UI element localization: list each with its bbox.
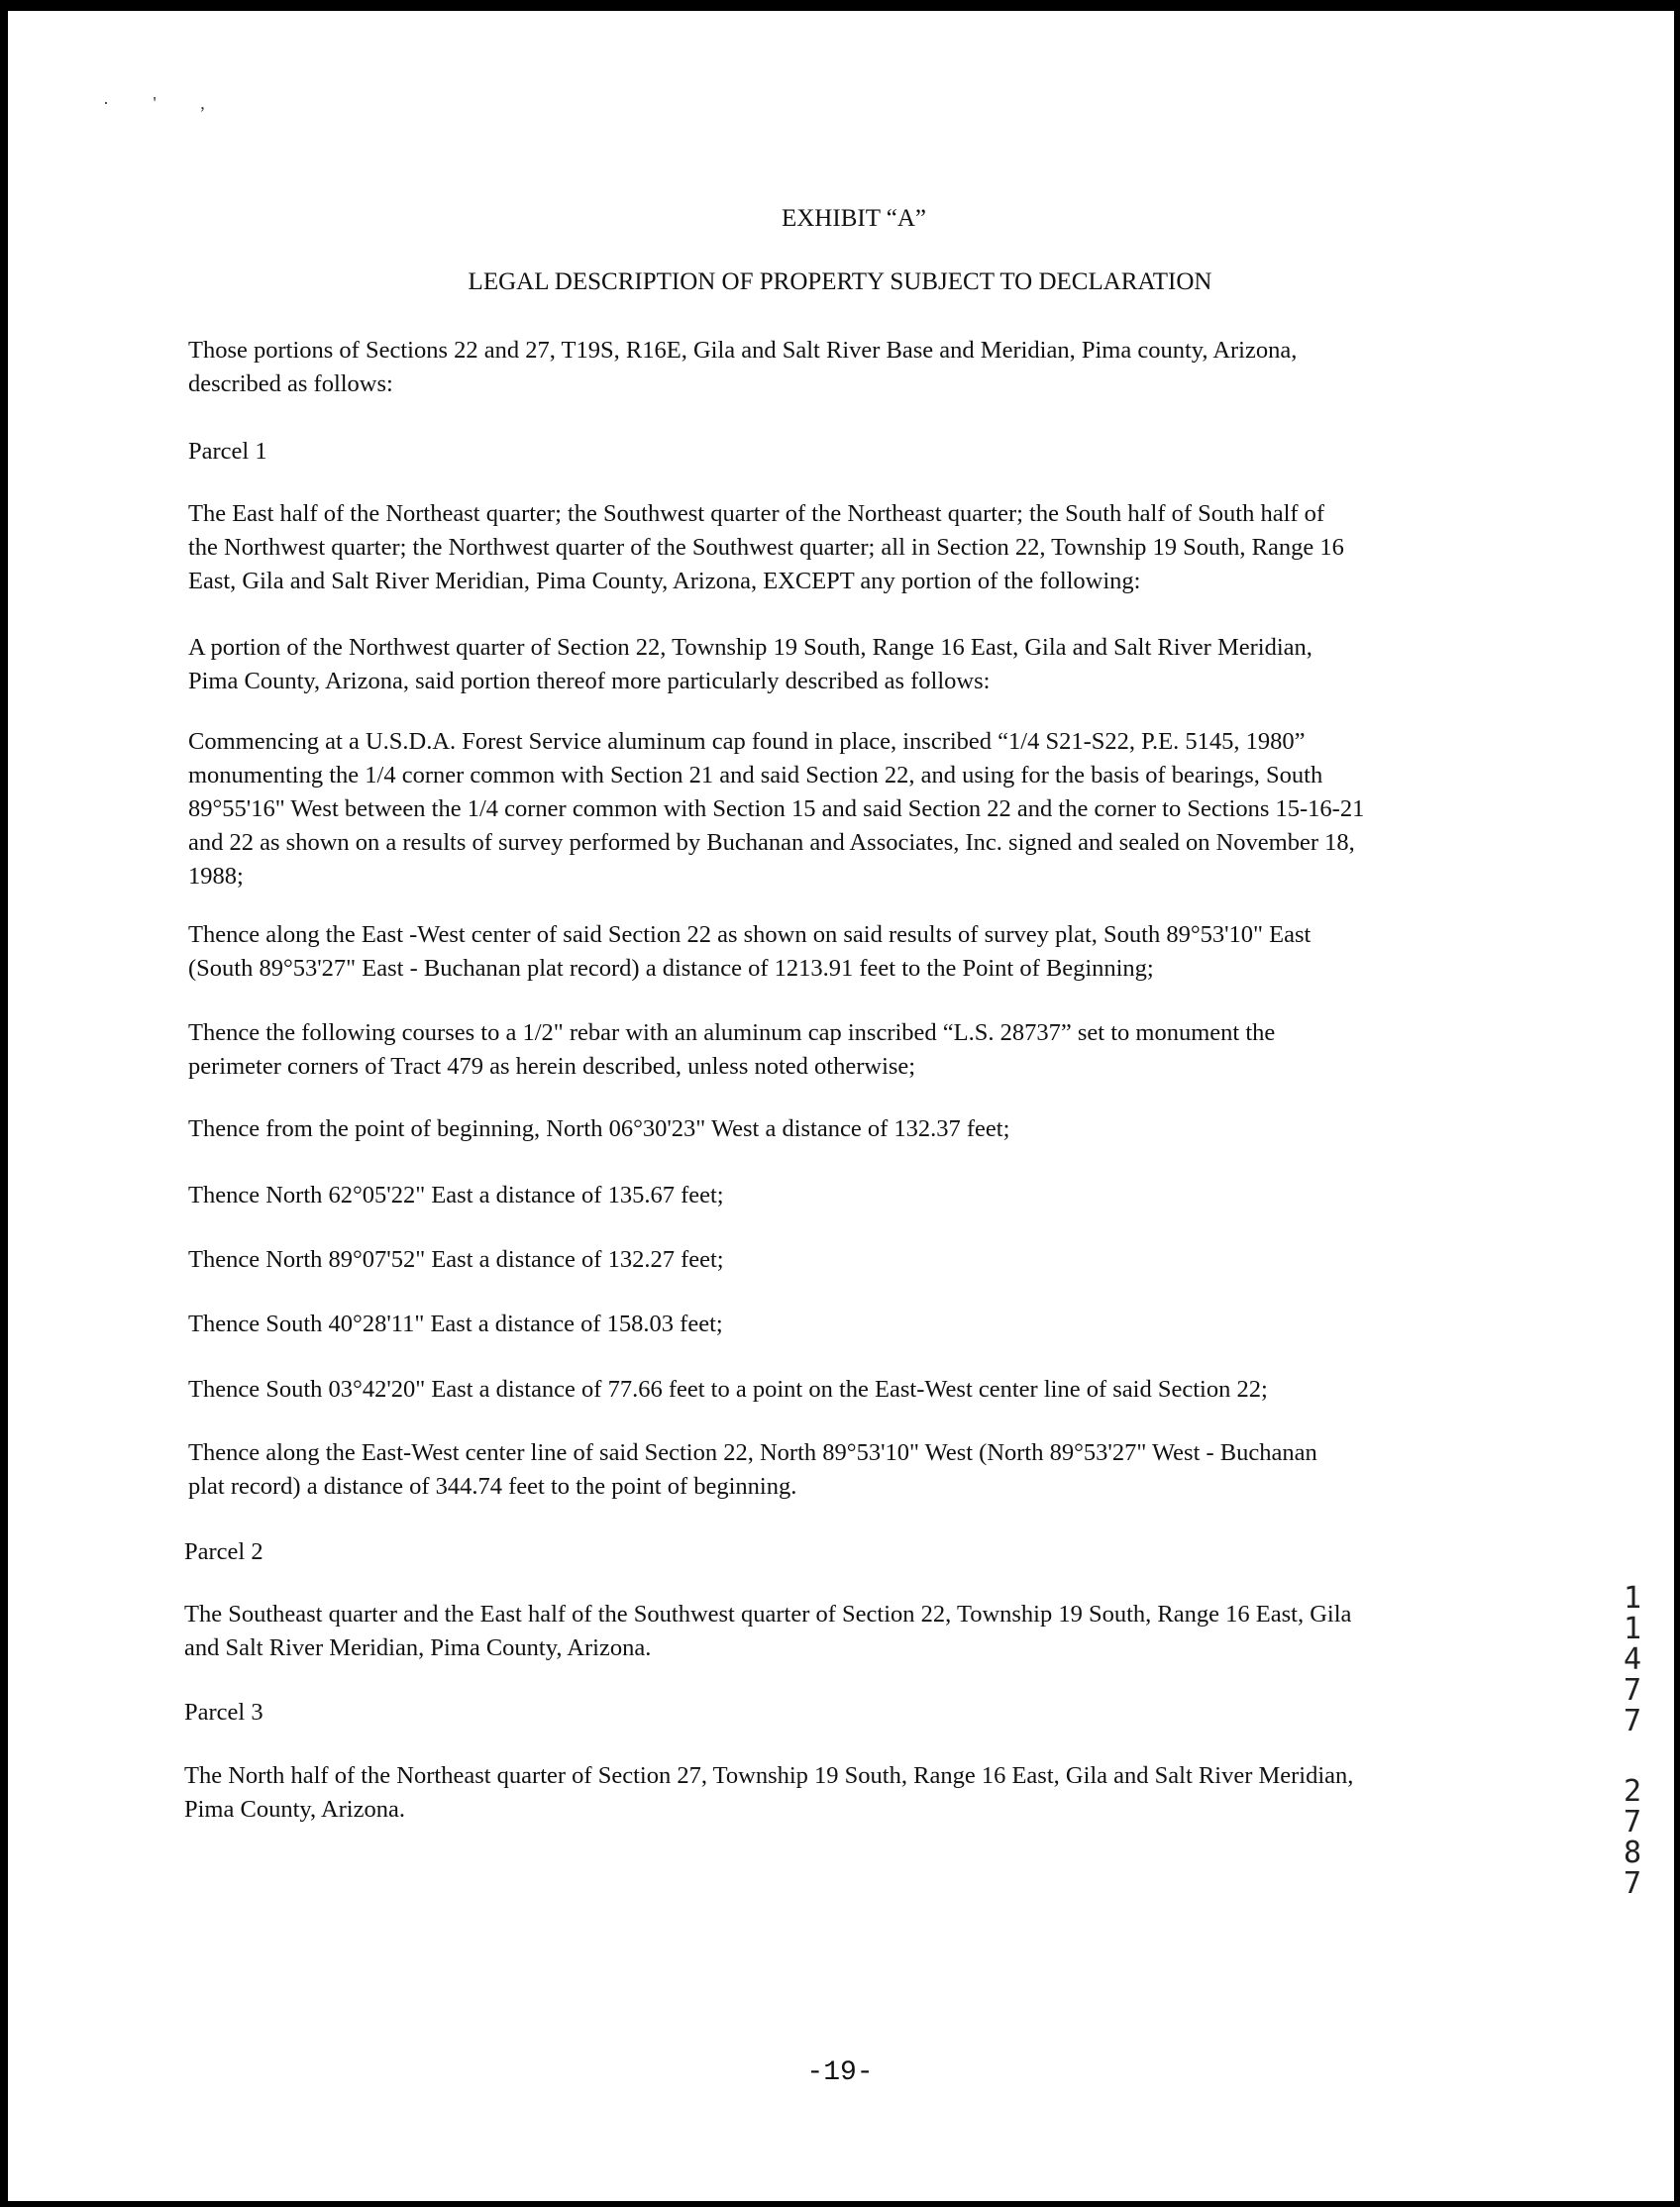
thence-center-paragraph: Thence along the East -West center of said Section 22 as shown on said results of survey plat, South 89°53'10" East (South 89°53'27" East - Buchanan plat record) a distance of 1213.91 feet to the Point of Beginning; — [188, 921, 1312, 982]
intro-paragraph: Those portions of Sections 22 and 27, T19S, R16E, Gila and Salt River Base and Meridian, Pima county, Arizona, described as follows: — [188, 337, 1298, 397]
course-4: Thence South 40°28'11" East a distance of 158.03 feet; — [188, 1311, 723, 1337]
parcel-2-description: The Southeast quarter and the East half of the Southwest quarter of Section 22, Township 19 South, Range 16 East, Gila and Salt River Meridian, Pima County, Arizona. — [184, 1601, 1352, 1661]
exhibit-title: EXHIBIT “A” — [781, 205, 927, 232]
course-5: Thence South 03°42'20" East a distance of 77.66 feet to a point on the East-West center line of said Section 22; — [188, 1376, 1268, 1403]
course-3: Thence North 89°07'52" East a distance of 132.27 feet; — [188, 1246, 724, 1273]
course-6-paragraph: Thence along the East-West center line of said Section 22, North 89°53'10" West (North 89°53'27" West - Buchanan plat record) a distance of 344.74 feet to the point of beginning. — [188, 1439, 1317, 1500]
thence-courses-paragraph: Thence the following courses to a 1/2" rebar with an aluminum cap inscribed “L.S. 28737” set to monument the perimeter corners of Tract 479 as herein described, unless noted otherwise; — [188, 1019, 1276, 1080]
parcel-3-label: Parcel 3 — [184, 1699, 263, 1726]
parcel-1-description: The East half of the Northeast quarter; the Southwest quarter of the Northeast quarter; the South half of South half of the Northwest quarter; the Northwest quarter of the Southwest quarter; all in Section 22, Township 19 South, Range 16 East, Gila and Salt River Meridian, Pima County, Arizona, EXCEPT any portion of the following: — [188, 500, 1344, 594]
scan-border-bottom — [0, 2201, 1680, 2207]
scan-border-right — [1674, 0, 1680, 2207]
scan-border-left — [0, 0, 8, 2207]
parcel-1-label: Parcel 1 — [188, 438, 267, 465]
scan-border-top — [0, 0, 1680, 11]
recording-number-stamp: 1 1 4 7 7 2 7 8 7 — [1623, 1581, 1642, 1901]
course-2: Thence North 62°05'22" East a distance of 135.67 feet; — [188, 1182, 724, 1209]
parcel-2-label: Parcel 2 — [184, 1538, 263, 1565]
parcel-3-description: The North half of the Northeast quarter of Section 27, Township 19 South, Range 16 East, Gila and Salt River Meridian, Pima County, Arizona. — [184, 1762, 1354, 1823]
commencing-paragraph: Commencing at a U.S.D.A. Forest Service aluminum cap found in place, inscribed “1/4 S21-S22, P.E. 5145, 1980” monumenting the 1/4 corner common with Section 21 and said Section 22, and using for the basis of bearings, South 89°55'16" West between the 1/4 corner common with Section 15 and said Section 22 and the corner to Sections 15-16-21 and 22 as shown on a results of survey performed by Buchanan and Associates, Inc. signed and sealed on November 18, 1988; — [188, 728, 1365, 890]
course-1: Thence from the point of beginning, North 06°30'23" West a distance of 132.37 feet; — [188, 1115, 1010, 1142]
except-portion-paragraph: A portion of the Northwest quarter of Section 22, Township 19 South, Range 16 East, Gila and Salt River Meridian, Pima County, Arizona, said portion thereof more particularly described as follows: — [188, 634, 1312, 694]
document-title: LEGAL DESCRIPTION OF PROPERTY SUBJECT TO DECLARATION — [468, 268, 1212, 295]
page-number: -19- — [806, 2057, 874, 2088]
scan-specks: · ' , — [103, 93, 225, 113]
